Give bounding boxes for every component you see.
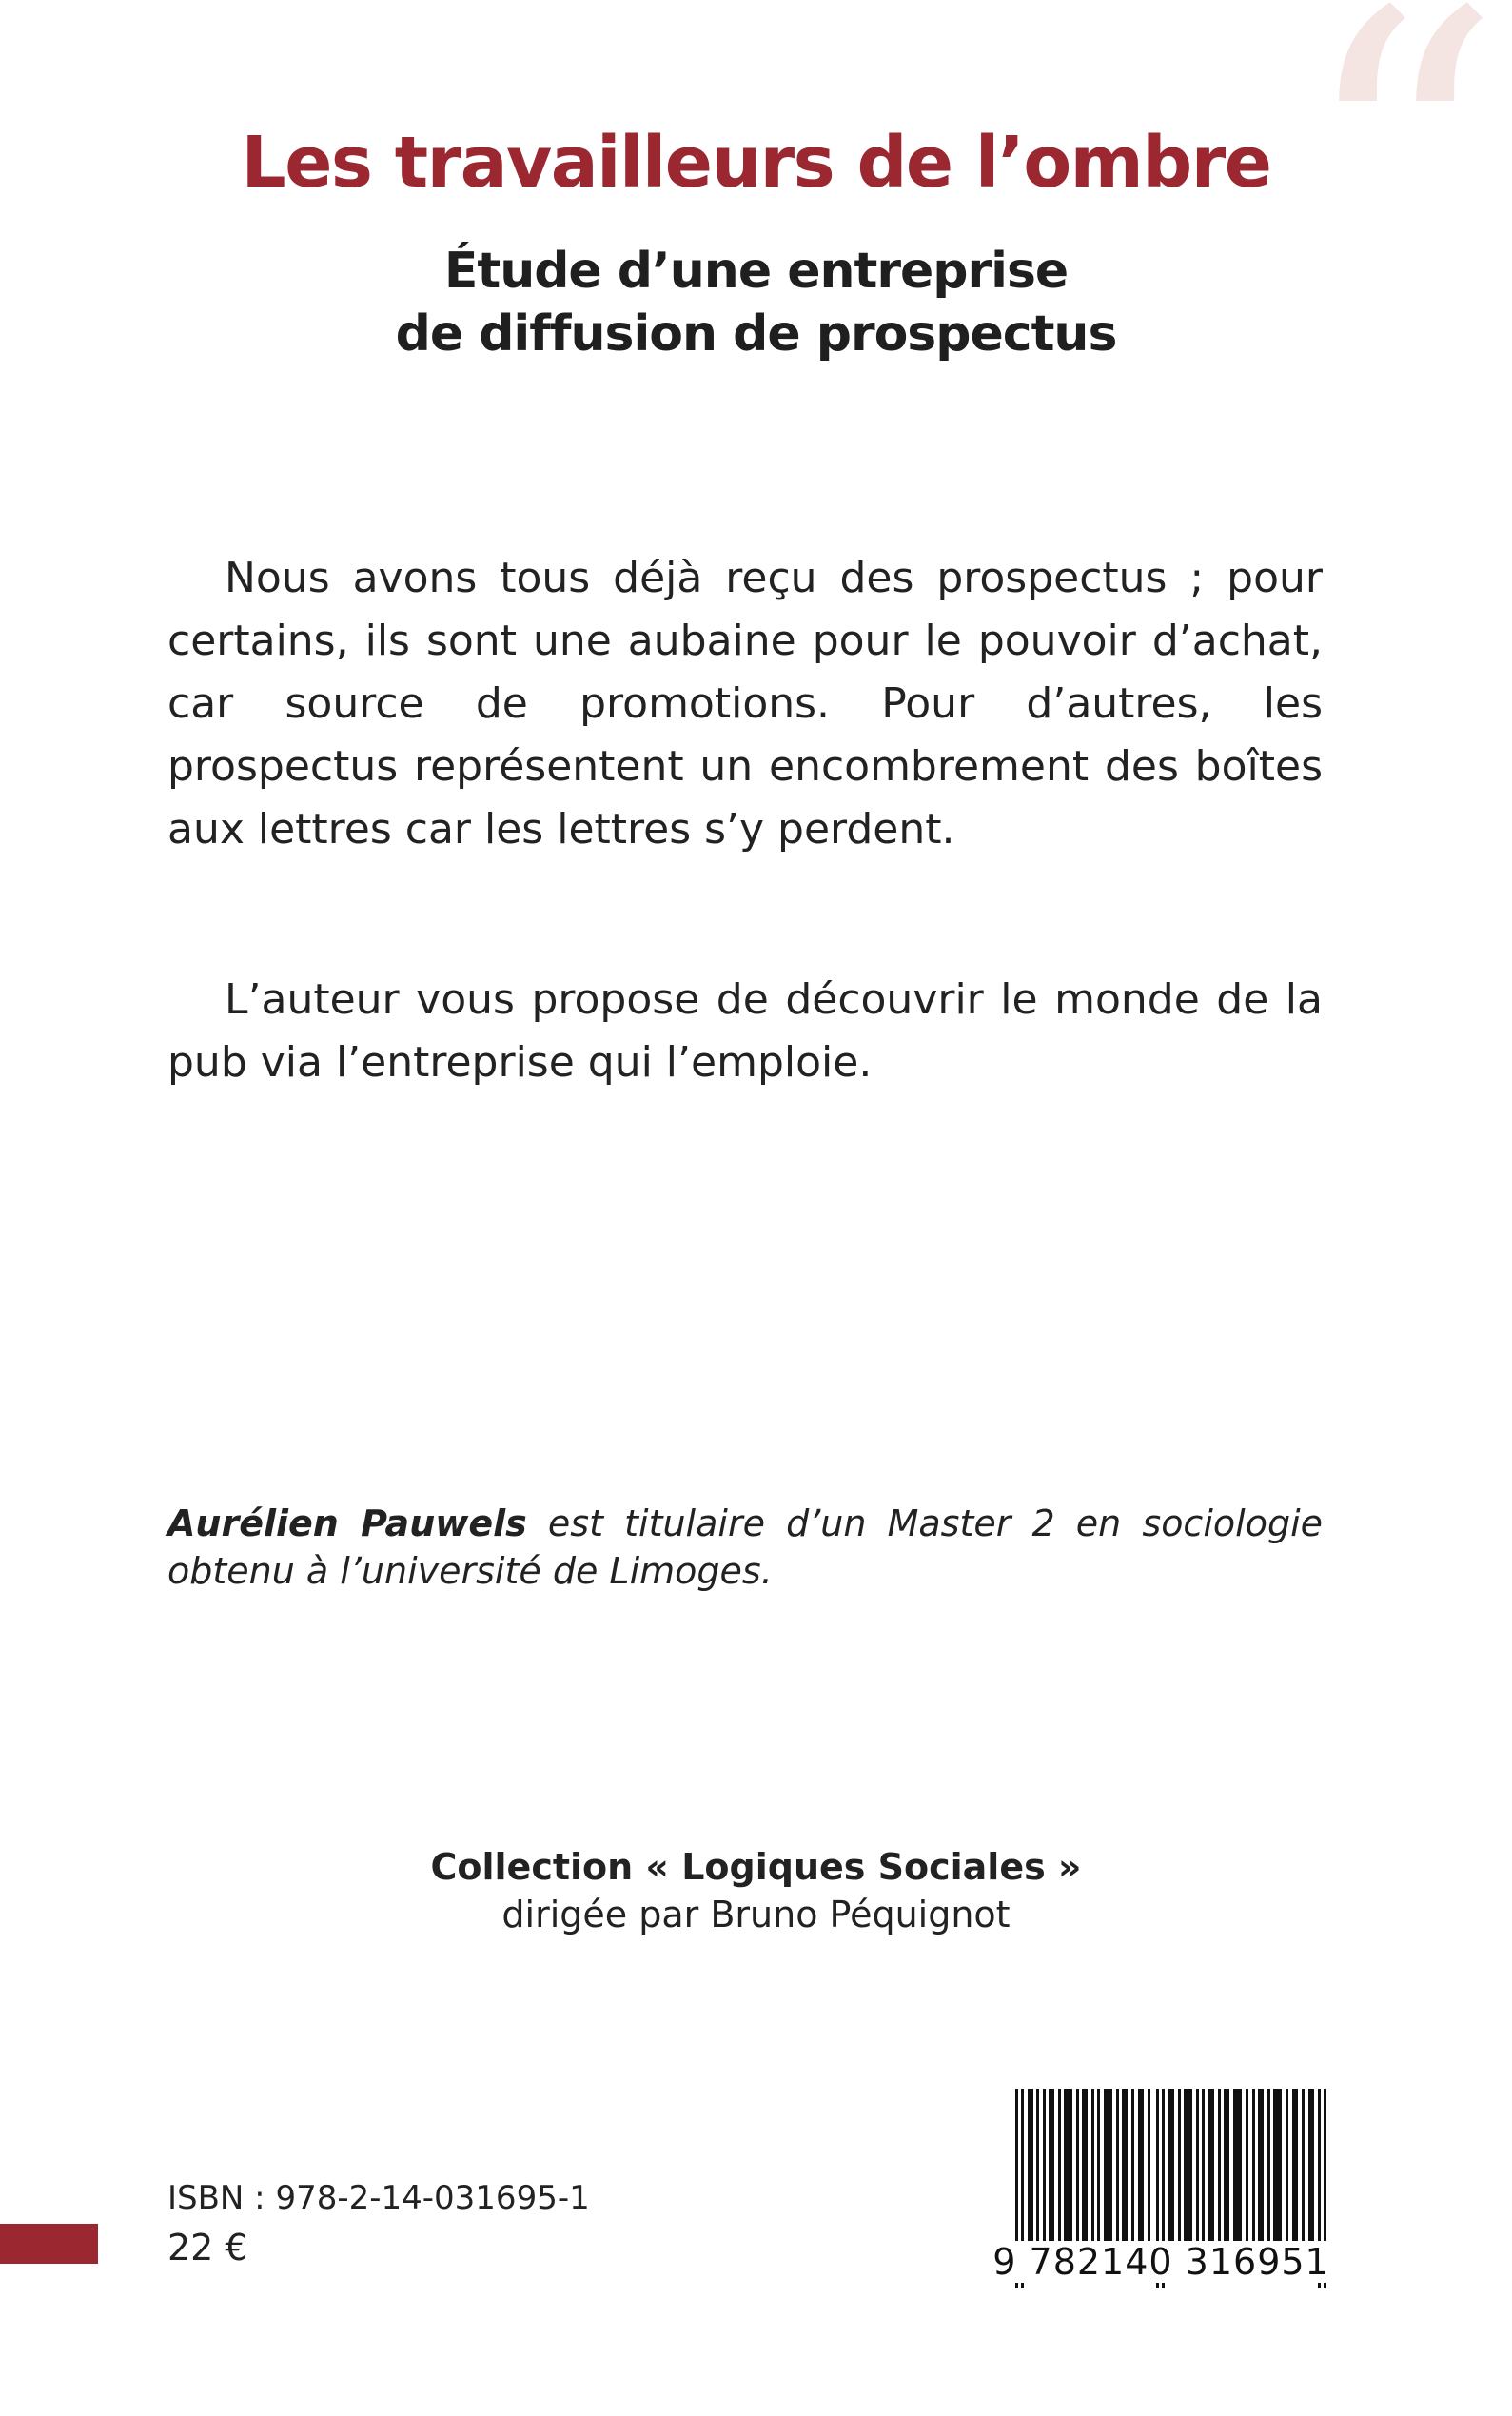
summary-paragraph-1: Nous avons tous déjà reçu des prospectus ; pour certains, ils sont une aubaine pour le pouvoir d’achat, car source de promotions. Pour d’autres, les prospectus représentent un encombrement des boîtes aux lettres car les lettres s’y perdent. bbox=[167, 554, 1323, 854]
book-subtitle bbox=[0, 240, 1512, 365]
book-title: Les travailleurs de l’ombre bbox=[241, 122, 1271, 204]
author-bio-text: est titulaire d’un Master 2 en sociologie obtenu à l’université de Limoges. bbox=[167, 1503, 1323, 1592]
collection-director: dirigée par Bruno Péquignot bbox=[501, 1894, 1011, 1935]
author-bio bbox=[167, 1500, 1323, 1595]
accent-bar bbox=[0, 2224, 98, 2264]
subtitle-line-2: de diffusion de prospectus bbox=[395, 305, 1117, 363]
barcode-digits: 9 782140 316951 bbox=[990, 2241, 1332, 2283]
collection-name: Collection « Logiques Sociales » bbox=[430, 1846, 1082, 1888]
author-name: Aurélien Pauwels bbox=[167, 1503, 527, 1544]
summary-paragraph-2: L’auteur vous propose de découvrir le monde de la pub via l’entreprise qui l’emploie. bbox=[167, 975, 1323, 1087]
price-label: 22 € bbox=[167, 2227, 248, 2269]
subtitle-line-1: Étude d’une entreprise bbox=[443, 243, 1069, 300]
isbn-label: ISBN : 978-2-14-031695-1 bbox=[167, 2179, 590, 2217]
decorative-quote-mark-icon: “ bbox=[1298, 0, 1502, 394]
